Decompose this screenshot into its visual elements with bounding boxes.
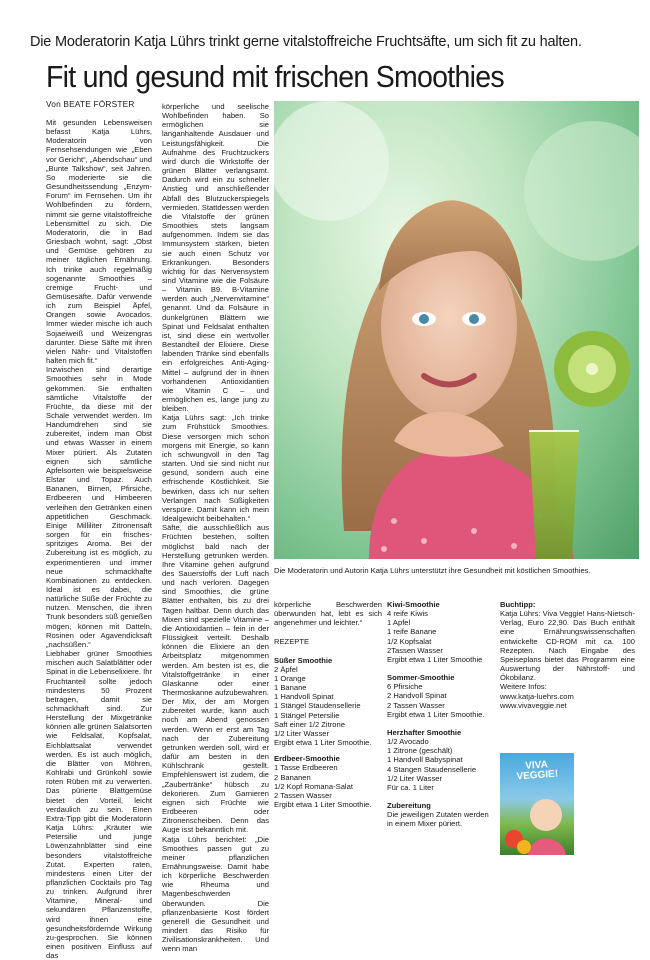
recipe-line: 2 Tassen Wasser (387, 700, 445, 710)
paragraph: Katja Lührs sagt: „Ich trinke zum Frühstück Smoothies. Diese versorgen mich schon morgens mit Energie, so kann ich schwungvoll in den Tag starten. Und sie sind nicht nur gesund, sondern auch eine erfrischende Köstlichkeit. Sie bewirken, dass ich nur selten Verlangen nach Süßigkeiten verspüre. Damit kann ich mein Idealgewicht beibehalten.“ (162, 413, 269, 524)
recipe-line: Die jeweiligen Zutaten werden (387, 810, 489, 820)
recipe-line: 1 Zitrone (geschält) (387, 746, 453, 756)
recipe-line: Ergibt etwa 1 Liter Smoothie. (387, 709, 485, 719)
recipe-title: Süßer Smoothie (274, 655, 333, 665)
recipe-line: 1 Stängel Staudensellerie (274, 701, 361, 711)
article-column-2 (162, 102, 269, 954)
portrait-illustration (274, 101, 639, 559)
recipe-title: Sommer-Smoothie (387, 673, 455, 683)
recipe-line: 1/2 Kopf Romana-Salat (274, 781, 353, 791)
paragraph: Säfte, die ausschließlich aus Früchten bestehen, sollten möglichst bald nach der Herstellung getrunken werden. Ihre Vitamine gehen aufgrund des Sauerstoffs der Luft nach und nach verloren. Dagegen sind Smoothies, die grüne Blätter enthalten, bis zu drei Tagen haltbar. Denn durch das Mixen sind spezielle Vitamine – die Antioxidantien – fein in der Flüssigkeit verteilt. Deshalb können die Elixiere an den Arbeitsplatz mitgenommen werden. Am besten ist es, die Vitalstoffgetränke in einer Glaskanne oder einer Thermoskanne aufzubewahren. Der Mix, der am Morgen zubereitet wurde, kann auch noch am Abend genossen werden. Wenn er erst am Tag nach der Zubereitung getrunken werden soll, wird er dafür am besten in den Kühlschrank gestellt. Empfehlenswert ist zudem, die „Zaubertränke“ hübsch zu dekorieren. Zum Garnieren eignen sich Früchte wie Erdbeeren oder Zitronenscheiben. Denn das Auge isst bekanntlich mit. (162, 523, 269, 835)
recipe-line: in einem Mixer püriert. (387, 819, 463, 829)
link[interactable]: www.katja-luehrs.com (500, 691, 574, 701)
book-cover (500, 753, 574, 855)
book-tip (500, 600, 640, 710)
paragraph: körperliche und seelische Wohlbefinden haben. So ermöglichen sie langanhaltende Ausdauer und Leistungsfähigkeit. Die Aufnahme des Fruchtzuckers wird durch die Wirkstoffe der grünen Blätter verlangsamt. Dadurch wird ein zu schneller Anstieg und anschließender Abfall des Blutzuckerspiegels vermieden. Stattdessen werden die Vitalstoffe der grünen Smoothies stets langsam aufgenommen. Indem sie das Immunsystem stärken, bieten sie auch einen Schutz vor Erkrankungen. Besonders wichtig für das Nervensystem sind Vitamine wie die Folsäure – Vitamin B9. B-Vitamine werden auch „Nervenvitamine“ genannt. Und da Folsäure in dunkelgrünen Blättern wie Spinat und Feldsalat enthalten ist, sind diese ein wertvoller Bestandteil der Elixiere. Diese labenden Tränke sind ebenfalls ein erfolgreiches Anti-Aging- Mittel – aufgrund der in ihnen vorhandenen Antioxidantien wie Vitamin C – und ermöglichen es, lange jung zu bleiben. (162, 102, 269, 414)
recipe-line: Für ca. 1 Liter (387, 782, 434, 792)
recipe-line: 1 Handvoll Spinat (274, 692, 334, 702)
portrait-photo (274, 101, 639, 559)
links-label: Weitere Infos: (500, 682, 547, 692)
recipe-line: 4 Stangen Staudensellerie (387, 764, 477, 774)
recipe-line: 1/2 Avocado (387, 737, 429, 747)
recipe-line: 1 reife Banane (387, 627, 437, 637)
recipe-title: Erdbeer-Smoothie (274, 754, 340, 764)
recipe-line: 2 Äpfel (274, 664, 298, 674)
recipe-line: 1 Orange (274, 673, 306, 683)
recipe-line: 1 Tasse Erdbeeren (274, 763, 338, 773)
paragraph: körperliche Beschwerden überwunden hat, lebt es sich angenehmer und leichter.“ (274, 600, 382, 628)
recipe-line: 1/2 Kopfsalat (387, 636, 432, 646)
recipe-line: Ergibt etwa 1 Liter Smoothie. (274, 738, 372, 748)
article-column-1 (46, 118, 152, 960)
recipe-line: 1/2 Liter Wasser (274, 728, 330, 738)
headline: Fit und gesund mit frischen Smoothies (46, 59, 504, 94)
book-tip-title: Buchtipp: (500, 600, 536, 609)
recipe-line: 2 Bananen (274, 772, 311, 782)
recipe-line: Ergibt etwa 1 Liter Smoothie. (274, 799, 372, 809)
byline: Von BEATE FÖRSTER (46, 99, 135, 109)
recipe-line: Ergibt etwa 1 Liter Smoothie (387, 654, 483, 664)
book-title: VIVA VEGGIE! (516, 759, 559, 783)
paragraph: Mit gesunden Lebensweisen befasst Katja Lührs, Moderatorin von Fernsehsendungen wie „Eben vor Gericht“, „Abendschau“ und „Bunte Talkshow“, seit Jahren. So moderierte sie die Gesundheitssendung „Enzym-Forum“ im Fernsehen. Um ihr Wohlbefinden zu fördern, nimmt sie gerne vitalstoffreiche Lebensmittel zu sich. Die Moderatorin, die in Bad Griesbach wohnt, sagt: „Obst und Gemüse gehören zu meiner täglichen Ernährung. Ich trinke auch regelmäßig sogenannte Smoothies – cremige Frucht- und Gemüsesäfte. Dafür verwende ich zum Beispiel Äpfel, Orangen sowie Avocados. Immer wieder mische ich auch Sojaeiweiß und Weizengras darunter. Diese Säfte mit ihren vielen Nähr- und Vitalstoffen halten mich fit.“ (46, 118, 152, 366)
recipe-line: 4 reife Kiwis (387, 609, 428, 619)
recipe-line: 6 Pfirsiche (387, 682, 423, 692)
recipe-line: 1 Apfel (387, 618, 411, 628)
paragraph: Katja Lührs berichtet: „Die Smoothies passen gut zu meiner pflanzlichen Ernährungsweise. Damit habe ich körperliche Beschwerden wie Rheuma und Magenbeschwerden überwunden. Die pflanzenbasierte Kost fördert generell die Gesundheit und mindert das Risiko für Zivilisationskrankheiten. Und wenn man (162, 834, 269, 954)
recipe-title: Zubereitung (387, 800, 431, 810)
recipe-title: Kiwi-Smoothie (387, 600, 440, 609)
recipe-line: 1 Banane (274, 683, 307, 693)
article-column-4 (387, 600, 507, 828)
article-column-3 (274, 600, 382, 809)
section-heading-recipes: REZEPTE (274, 637, 310, 647)
recipe-line: 1 Stängel Petersilie (274, 710, 340, 720)
book-tip-text: Katja Lührs: Viva Veggie! Hans-Nietsch-Verlag, Euro 22,90. Das Buch enthält eine Ernährungswissenschaften entwickelte CD-ROM mit ca. 100 Rezepten. Nach Eingabe des Speiseplans bietet das Programm eine Auswertung der Nährstoff- und Ökobilanz. (500, 609, 635, 683)
kicker: Die Moderatorin Katja Lührs trinkt gerne vitalstoffreiche Fruchtsäfte, um sich fit zu halten. (30, 34, 582, 50)
photo-caption: Die Moderatorin und Autorin Katja Lührs unterstützt ihre Gesundheit mit köstlichen Smoothies. (274, 566, 591, 575)
recipe-line: 1/2 Liter Wasser (387, 773, 443, 783)
recipe-title: Herzhafter Smoothie (387, 727, 462, 737)
recipe-line: 2Tassen Wasser (387, 645, 443, 655)
paragraph: Liebhaber grüner Smoothies mischen auch Salatblätter oder Spinat in die Lebenselixiere. Ihr Fruchtanteil sollte jedoch mindestens 50 Prozent betragen, damit sie schmackhaft sind. Zur Herstellung der Mixgetränke können alle grünen Salatsorten wie Feldsalat, Kopfsalat, Eichblattsalat verwendet werden. Es ist auch möglich, die Blätter von Möhren, Kohlrabi und Grünkohl sowie roten Rüben mit zu verwerten. Das pürierte Blattgemüse bietet den Vorteil, leicht verdaulich zu sein. Einen Extra-Tipp gibt die Moderatorin Katja Lührs: „Kräuter wie Petersilie und junge Löwenzahnblätter sind eine besonders vitalstoffreiche Zutat. Experten raten, mindestens einen Liter der pflanzlichen Cocktails pro Tag zu trinken. Aufgrund ihrer Vitamine, Mineral- und sekundären Pflanzenstoffe, wird ihnen eine gesundheitsfördernde Wirkung zu-gesprochen. Sie können einen positiven Einfluss auf das (46, 649, 152, 960)
recipe-line: 2 Handvoll Spinat (387, 691, 447, 701)
recipe-line: Saft einer 1/2 Zitrone (274, 719, 345, 729)
paragraph: Inzwischen sind derartige Smoothies sehr in Mode gekommen. Sie enthalten sämtliche Vitalstoffe der Früchte, da diese mit der Schale verwendet werden. Im Handumdrehen sind sie zubereitet, indem man Obst und etwas Wasser in einem Mixer püriert. Als Zutaten eignen sich sämtliche Apfelsorten wie beispielsweise Elstar und Topaz. Auch Bananen, Birnen, Pfirsiche, Erdbeeren und Himbeeren verleihen den Getränken einen appetitlichen Geschmack. Einige Milliliter Zitronensaft sorgen für ein frisches-spritziges Aroma. Bei der Zubereitung ist es möglich, zu experimentieren und immer neue schmackhafte Kombinationen zu entdecken. Ideal ist es dabei, die natürliche Süße der Früchte zu nutzen. Menschen, die ihren Trunk besonders süß genießen mögen, können mit Datteln, Rosinen oder Agavendicksaft „nachsüßen.“ (46, 365, 152, 649)
recipe-line: 1 Handvoll Babyspinat (387, 755, 463, 765)
recipe-line: 2 Tassen Wasser (274, 790, 332, 800)
link[interactable]: www.vivaveggie.net (500, 700, 567, 710)
